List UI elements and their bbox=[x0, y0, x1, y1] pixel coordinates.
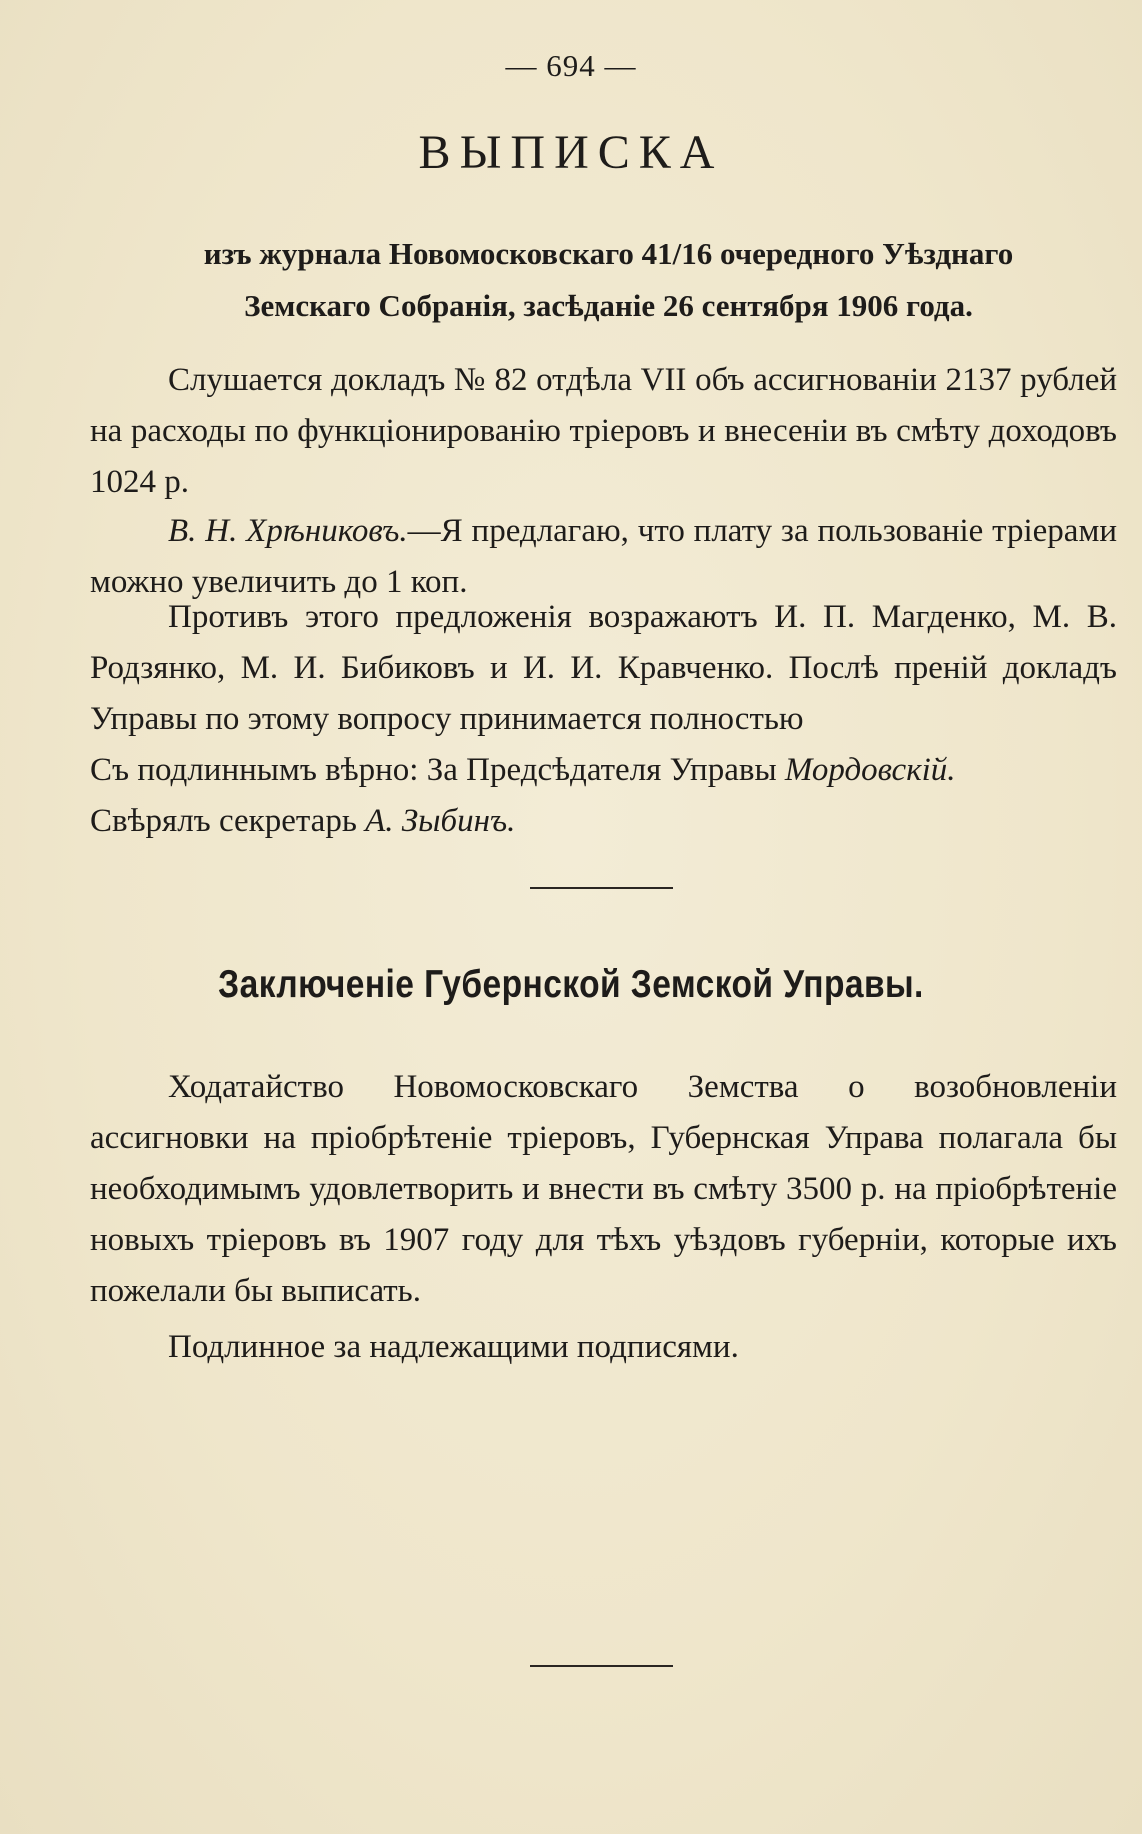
secretary-name: А. Зыбинъ. bbox=[365, 803, 516, 839]
certification-text: Съ подлиннымъ вѣрно: За Предсѣдателя Управы bbox=[90, 752, 777, 788]
section-heading: Заключеніе Губернской Земской Управы. bbox=[218, 963, 924, 1006]
paragraph-report: Слушается докладъ № 82 отдѣла VII объ ассигнованіи 2137 рублей на расходы по функціонированію тріеровъ и внесеніи въ смѣту доходовъ 1024 р. bbox=[90, 362, 1117, 500]
paragraph-objections bbox=[90, 592, 1117, 847]
chairman-deputy-name: Мордовскій. bbox=[784, 752, 956, 788]
proposal-text: —Я предлагаю, что плату за пользованіе тріерами можно увеличить до 1 коп. bbox=[90, 513, 1117, 600]
end-divider bbox=[530, 1665, 673, 1667]
signatures-note: Подлинное за надлежащими подписями. bbox=[168, 1329, 739, 1365]
paragraph-conclusion: Ходатайство Новомосковскаго Земства о возобновленіи ассигновки на пріобрѣтеніе тріеровъ, Губернская Управа полагала бы необходимымъ удовлетворить и внести въ смѣту 3500 р. на пріобрѣтеніе новыхъ тріеровъ въ 1907 году для тѣхъ уѣздовъ губерніи, которые ихъ пожелали бы выписать. bbox=[90, 1069, 1117, 1309]
subtitle-line-1: изъ журнала Новомосковскаго 41/16 очередного Уѣзднаго bbox=[203, 236, 1014, 271]
objections-text: Противъ этого предложенія возражаютъ И. П. Магденко, М. В. Родзянко, М. И. Бибиковъ и И. И. Кравченко. Послѣ преній докладъ Управы по этому вопросу принимается полностью bbox=[90, 599, 1117, 737]
page-number: — 694 — bbox=[505, 48, 637, 83]
section-divider bbox=[530, 887, 673, 889]
document-title: ВЫПИСКА bbox=[418, 126, 724, 179]
subtitle-line-2: Земскаго Собранія, засѣданіе 26 сентября 1906 года. bbox=[244, 288, 973, 323]
secretary-text: Свѣрялъ секретарь bbox=[90, 803, 357, 839]
speaker-name: В. Н. Хрѣниковъ. bbox=[168, 513, 408, 549]
document-subtitle bbox=[95, 228, 1122, 332]
